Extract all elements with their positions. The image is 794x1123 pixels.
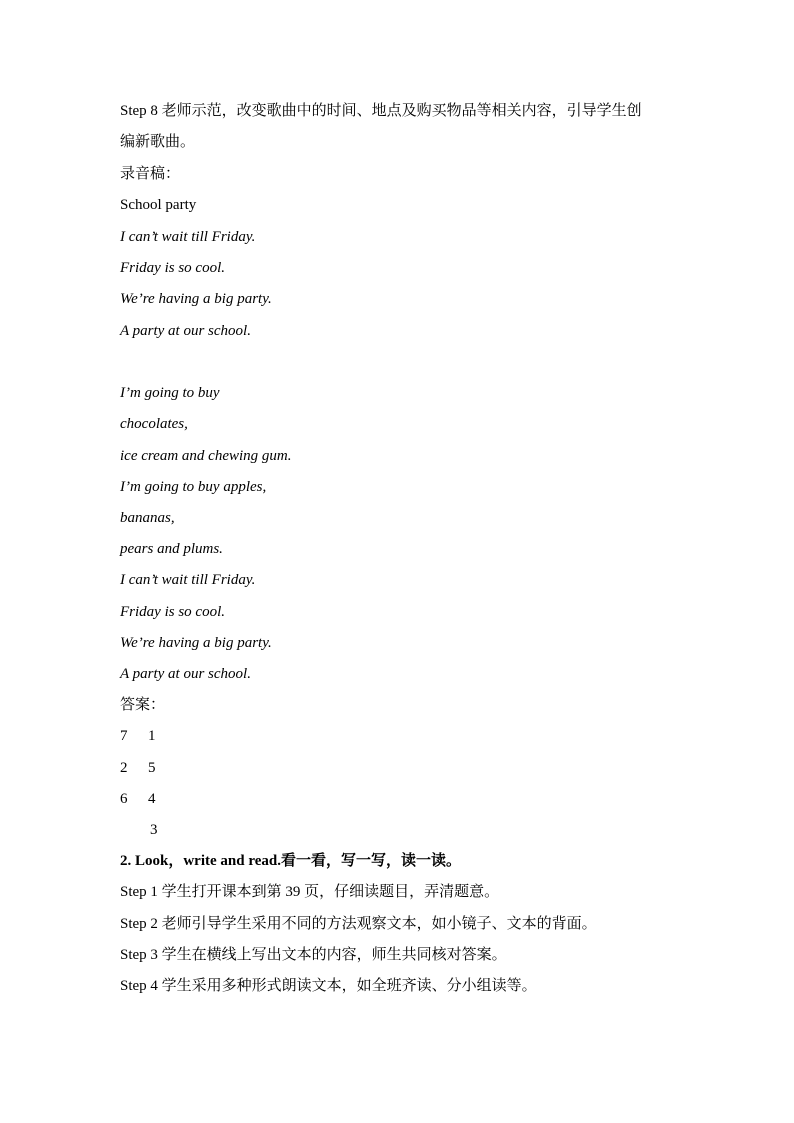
lyric-line: I can’t wait till Friday. (120, 572, 256, 588)
lyric-line: pears and plums. (120, 541, 223, 557)
lyric-line: I’m going to buy (120, 385, 220, 401)
lyric-line: We’re having a big party. (120, 635, 272, 651)
lyric-line: A party at our school. (120, 323, 251, 339)
answer-value: 1 (148, 728, 156, 744)
lyric-line: I’m going to buy apples, (120, 479, 267, 495)
answer-label: 答案： (120, 697, 166, 713)
step-line: Step 3 学生在横线上写出文本的内容，师生共同核对答案。 (120, 947, 507, 963)
answer-value: 4 (148, 791, 156, 807)
answer-row (0, 726, 794, 746)
answer-row (0, 820, 794, 840)
answer-row (0, 789, 794, 809)
step8-line2: 编新歌曲。 (120, 134, 196, 150)
answer-value: 3 (150, 822, 158, 838)
answer-value: 2 (120, 760, 128, 776)
lyric-line: Friday is so cool. (120, 260, 225, 276)
answer-row (0, 758, 794, 778)
lyric-line: A party at our school. (120, 666, 251, 682)
lyric-line: chocolates, (120, 416, 188, 432)
lyric-line: Friday is so cool. (120, 604, 225, 620)
answer-value: 6 (120, 791, 128, 807)
lyric-line: I can’t wait till Friday. (120, 229, 256, 245)
answer-value: 5 (148, 760, 156, 776)
step-line: Step 1 学生打开课本到第 39 页，仔细读题目，弄清题意。 (120, 884, 500, 900)
step-line: Step 4 学生采用多种形式朗读文本，如全班齐读、分小组读等。 (120, 978, 537, 994)
section2-heading: 2. Look，write and read.看一看，写一写，读一读。 (120, 853, 461, 869)
lyric-line: ice cream and chewing gum. (120, 448, 292, 464)
step-line: Step 2 老师引导学生采用不同的方法观察文本，如小镜子、文本的背面。 (120, 916, 597, 932)
step8-line1: Step 8 老师示范，改变歌曲中的时间、地点及购买物品等相关内容，引导学生创 (120, 103, 642, 119)
answer-value: 7 (120, 728, 128, 744)
song-title: School party (120, 197, 197, 213)
transcript-label: 录音稿： (120, 166, 181, 182)
lyric-line: bananas, (120, 510, 175, 526)
lyric-line: We’re having a big party. (120, 291, 272, 307)
